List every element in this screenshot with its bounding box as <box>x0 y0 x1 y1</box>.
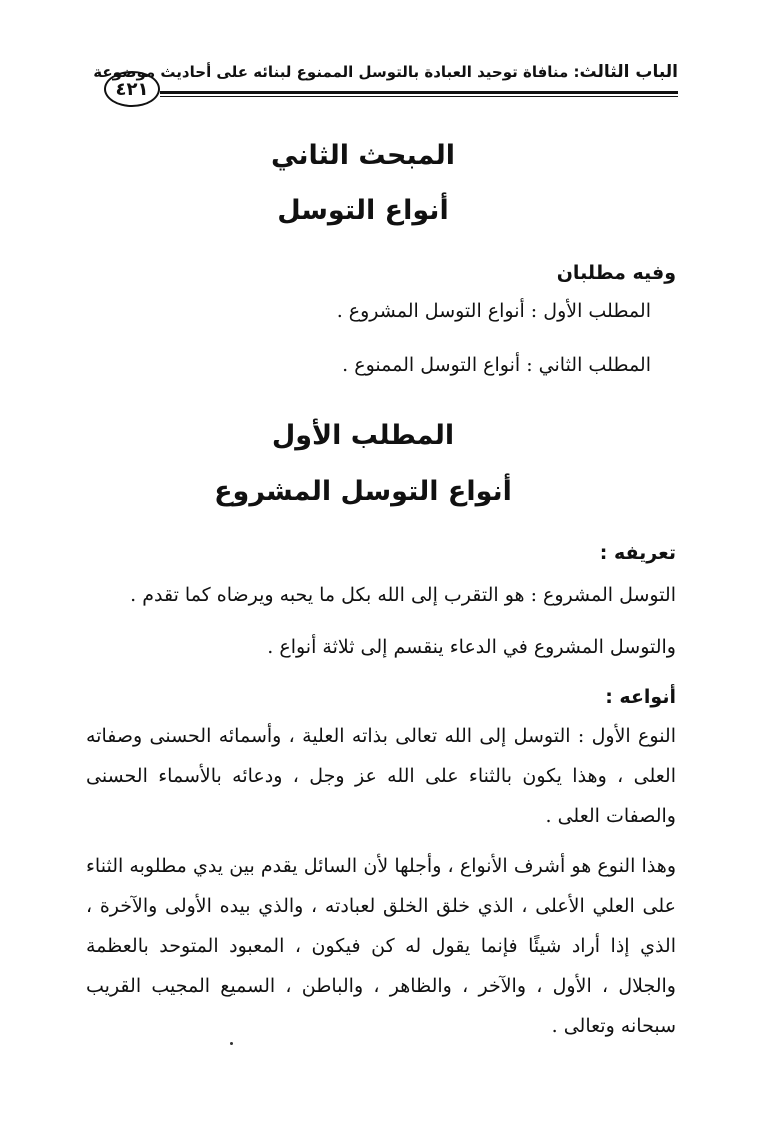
running-header <box>93 62 678 82</box>
contents-item-label: المطلب الثاني <box>538 354 651 376</box>
scan-speck <box>230 1042 233 1045</box>
contents-item-text: : أنواع التوسل المشروع . <box>336 300 538 322</box>
types-section <box>86 686 676 708</box>
contents-item <box>86 350 651 380</box>
subsection-title: المطلب الأول <box>271 420 455 451</box>
contents-heading: وفيه مطلبان <box>556 262 676 284</box>
definition-heading: تعريفه : <box>599 542 676 564</box>
paragraph-text: وهذا النوع هو أشرف الأنواع ، وأجلها لأن السائل يقدم بين يدي مطلوبه الثناء على العلي الأعلى ، الذي خلق الخلق لعبادته ، والذي بيده الأولى والآخرة ، الذي إذا أراد شيئًا فإنما يقول له كن فيكون ، المعبود المتوحد بالعظمة والجلال ، الأول ، والآخر ، والظاهر ، والباطن ، السميع المجيب القريب سبحانه وتعالى . <box>86 855 676 1037</box>
first-type-text <box>86 716 676 836</box>
definition-text: والتوسل المشروع في الدعاء ينقسم إلى ثلاثة أنواع . <box>267 636 676 658</box>
header-rule <box>160 91 678 94</box>
contents-item-text: : أنواع التوسل الممنوع . <box>342 354 533 376</box>
header-rule-thin <box>160 96 678 97</box>
contents-item-label: المطلب الأول <box>543 300 651 322</box>
first-type-label: النوع الأول : <box>577 725 676 747</box>
body-paragraph <box>86 846 676 1046</box>
section-subtitle: أنواع التوسل <box>277 195 449 226</box>
page-number: ٤٢١ <box>104 71 160 107</box>
subsection-subtitle: أنواع التوسل المشروع <box>214 476 512 507</box>
types-heading: أنواعه : <box>605 686 676 708</box>
definition-line <box>86 580 676 610</box>
section-title: المبحث الثاني <box>271 140 455 171</box>
first-type-paragraph <box>86 716 676 836</box>
section-contents <box>86 262 676 284</box>
chapter-name: الباب الثالث <box>579 62 678 82</box>
chapter-title: : منافاة توحيد العبادة بالتوسل الممنوع لبنائه على أحاديث موضوعة <box>93 63 580 81</box>
definition-text: التوسل المشروع : هو التقرب إلى الله بكل ما يحبه ويرضاه كما تقدم . <box>130 584 676 606</box>
definition-section <box>86 542 676 564</box>
contents-item <box>86 296 651 326</box>
first-type-body: التوسل إلى الله تعالى بذاته العلية ، وأسمائه الحسنى وصفاته العلى ، وهذا يكون بالثناء على الله عز وجل ، ودعائه بالأسماء الحسنى والصفات العلى . <box>86 725 676 827</box>
definition-line <box>86 632 676 662</box>
